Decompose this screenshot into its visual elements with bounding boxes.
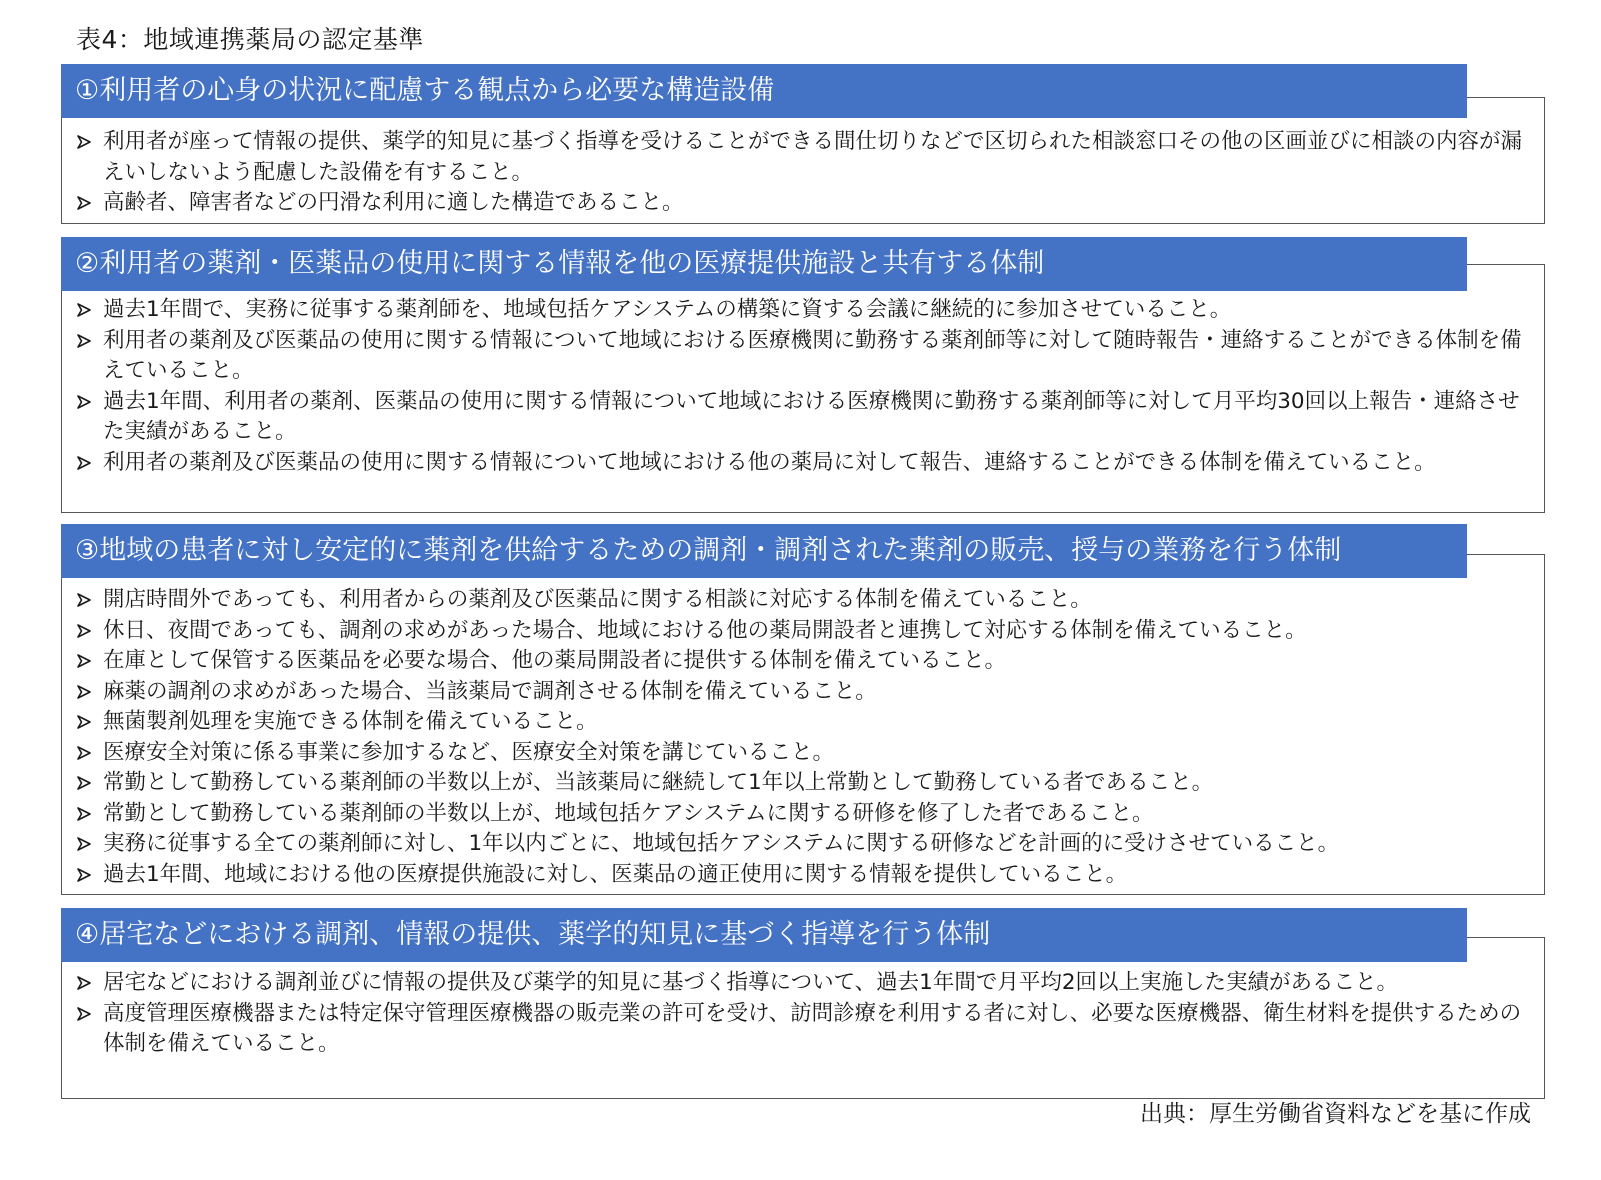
criterion-item	[75, 860, 1523, 891]
source-note: 出典：厚生労働省資料などを基に作成	[1140, 1101, 1531, 1127]
criterion-item	[75, 968, 1523, 999]
arrowhead-bullet-icon	[77, 326, 95, 357]
criterion-text: 高度管理医療機器または特定保守管理医療機器の販売業の許可を受け、訪問診療を利用する者に対し、必要な医療機器、衛生材料を提供するための体制を備えていること。	[103, 1000, 1522, 1056]
arrowhead-bullet-icon	[77, 585, 95, 616]
criterion-text: 実務に従事する全ての薬剤師に対し、1年以内ごとに、地域包括ケアシステムに関する研修などを計画的に受けさせていること。	[103, 831, 1340, 856]
criterion-item	[75, 738, 1523, 769]
arrowhead-bullet-icon	[77, 448, 95, 479]
section-heading: ③地域の患者に対し安定的に薬剤を供給するための調剤・調剤された薬剤の販売、授与の業務を行う体制	[61, 524, 1467, 578]
arrowhead-bullet-icon	[77, 829, 95, 860]
criterion-item	[75, 999, 1523, 1060]
criterion-text: 過去1年間、地域における他の医療提供施設に対し、医薬品の適正使用に関する情報を提供していること。	[103, 861, 1128, 887]
arrowhead-bullet-icon	[77, 738, 95, 769]
section-stable-supply	[61, 524, 1545, 895]
criterion-item	[75, 295, 1523, 326]
section-home-care	[61, 908, 1545, 1099]
criterion-text: 常勤として勤務している薬剤師の半数以上が、地域包括ケアシステムに関する研修を修了した者であること。	[103, 800, 1154, 826]
criterion-text: 過去1年間で、実務に従事する薬剤師を、地域包括ケアシステムの構築に資する会議に継続的に参加させていること。	[103, 297, 1232, 322]
arrowhead-bullet-icon	[77, 295, 95, 326]
criteria-list	[75, 295, 1523, 478]
criterion-text: 利用者の薬剤及び医薬品の使用に関する情報について地域における医療機関に勤務する薬剤師等に対して随時報告・連絡することができる体制を備えていること。	[103, 327, 1522, 383]
criterion-item	[75, 387, 1523, 448]
arrowhead-bullet-icon	[77, 677, 95, 708]
criterion-text: 過去1年間、利用者の薬剤、医薬品の使用に関する情報について地域における医療機関に勤務する薬剤師等に対して月平均30回以上報告・連絡させた実績があること。	[103, 388, 1520, 444]
arrowhead-bullet-icon	[77, 968, 95, 999]
criterion-item	[75, 799, 1523, 830]
arrowhead-bullet-icon	[77, 860, 95, 891]
criterion-item	[75, 829, 1523, 860]
criterion-text: 麻薬の調剤の求めがあった場合、当該薬局で調剤させる体制を備えていること。	[103, 678, 877, 704]
criterion-item	[75, 768, 1523, 799]
arrowhead-bullet-icon	[77, 387, 95, 418]
arrowhead-bullet-icon	[77, 616, 95, 647]
criterion-text: 在庫として保管する医薬品を必要な場合、他の薬局開設者に提供する体制を備えていること。	[103, 648, 1007, 673]
criterion-text: 居宅などにおける調剤並びに情報の提供及び薬学的知見に基づく指導について、過去1年間で月平均2回以上実施した実績があること。	[103, 970, 1399, 995]
criterion-item	[75, 448, 1523, 479]
criterion-item	[75, 188, 1523, 219]
criterion-item	[75, 326, 1523, 387]
arrowhead-bullet-icon	[77, 768, 95, 799]
criterion-item	[75, 585, 1523, 616]
section-heading: ④居宅などにおける調剤、情報の提供、薬学的知見に基づく指導を行う体制	[61, 908, 1467, 962]
criterion-text: 常勤として勤務している薬剤師の半数以上が、当該薬局に継続して1年以上常勤として勤務している者であること。	[103, 770, 1214, 795]
criterion-text: 無菌製剤処理を実施できる体制を備えていること。	[103, 709, 598, 734]
section-structure-equipment	[61, 64, 1545, 224]
criterion-item	[75, 127, 1523, 188]
section-information-sharing	[61, 237, 1545, 513]
section-heading: ①利用者の心身の状況に配慮する観点から必要な構造設備	[61, 64, 1467, 118]
criterion-item	[75, 646, 1523, 677]
criterion-item	[75, 707, 1523, 738]
criterion-text: 休日、夜間であっても、調剤の求めがあった場合、地域における他の薬局開設者と連携して対応する体制を備えていること。	[103, 617, 1307, 643]
criterion-text: 開店時間外であっても、利用者からの薬剤及び医薬品に関する相談に対応する体制を備えていること。	[103, 587, 1092, 612]
criterion-text: 医療安全対策に係る事業に参加するなど、医療安全対策を講じていること。	[103, 739, 835, 765]
arrowhead-bullet-icon	[77, 799, 95, 830]
criteria-list	[75, 968, 1523, 1060]
arrowhead-bullet-icon	[77, 707, 95, 738]
criterion-item	[75, 677, 1523, 708]
arrowhead-bullet-icon	[77, 127, 95, 158]
criterion-text: 利用者が座って情報の提供、薬学的知見に基づく指導を受けることができる間仕切りなどで区切られた相談窓口その他の区画並びに相談の内容が漏えいしないよう配慮した設備を有すること。	[103, 129, 1523, 185]
arrowhead-bullet-icon	[77, 188, 95, 219]
criterion-text: 高齢者、障害者などの円滑な利用に適した構造であること。	[103, 190, 684, 215]
criterion-item	[75, 616, 1523, 647]
document-title: 表4：地域連携薬局の認定基準	[76, 25, 424, 54]
arrowhead-bullet-icon	[77, 999, 95, 1030]
criterion-text: 利用者の薬剤及び医薬品の使用に関する情報について地域における他の薬局に対して報告、連絡することができる体制を備えていること。	[103, 449, 1436, 475]
criteria-list	[75, 585, 1523, 890]
criteria-list	[75, 127, 1523, 219]
section-heading: ②利用者の薬剤・医薬品の使用に関する情報を他の医療提供施設と共有する体制	[61, 237, 1467, 291]
arrowhead-bullet-icon	[77, 646, 95, 677]
